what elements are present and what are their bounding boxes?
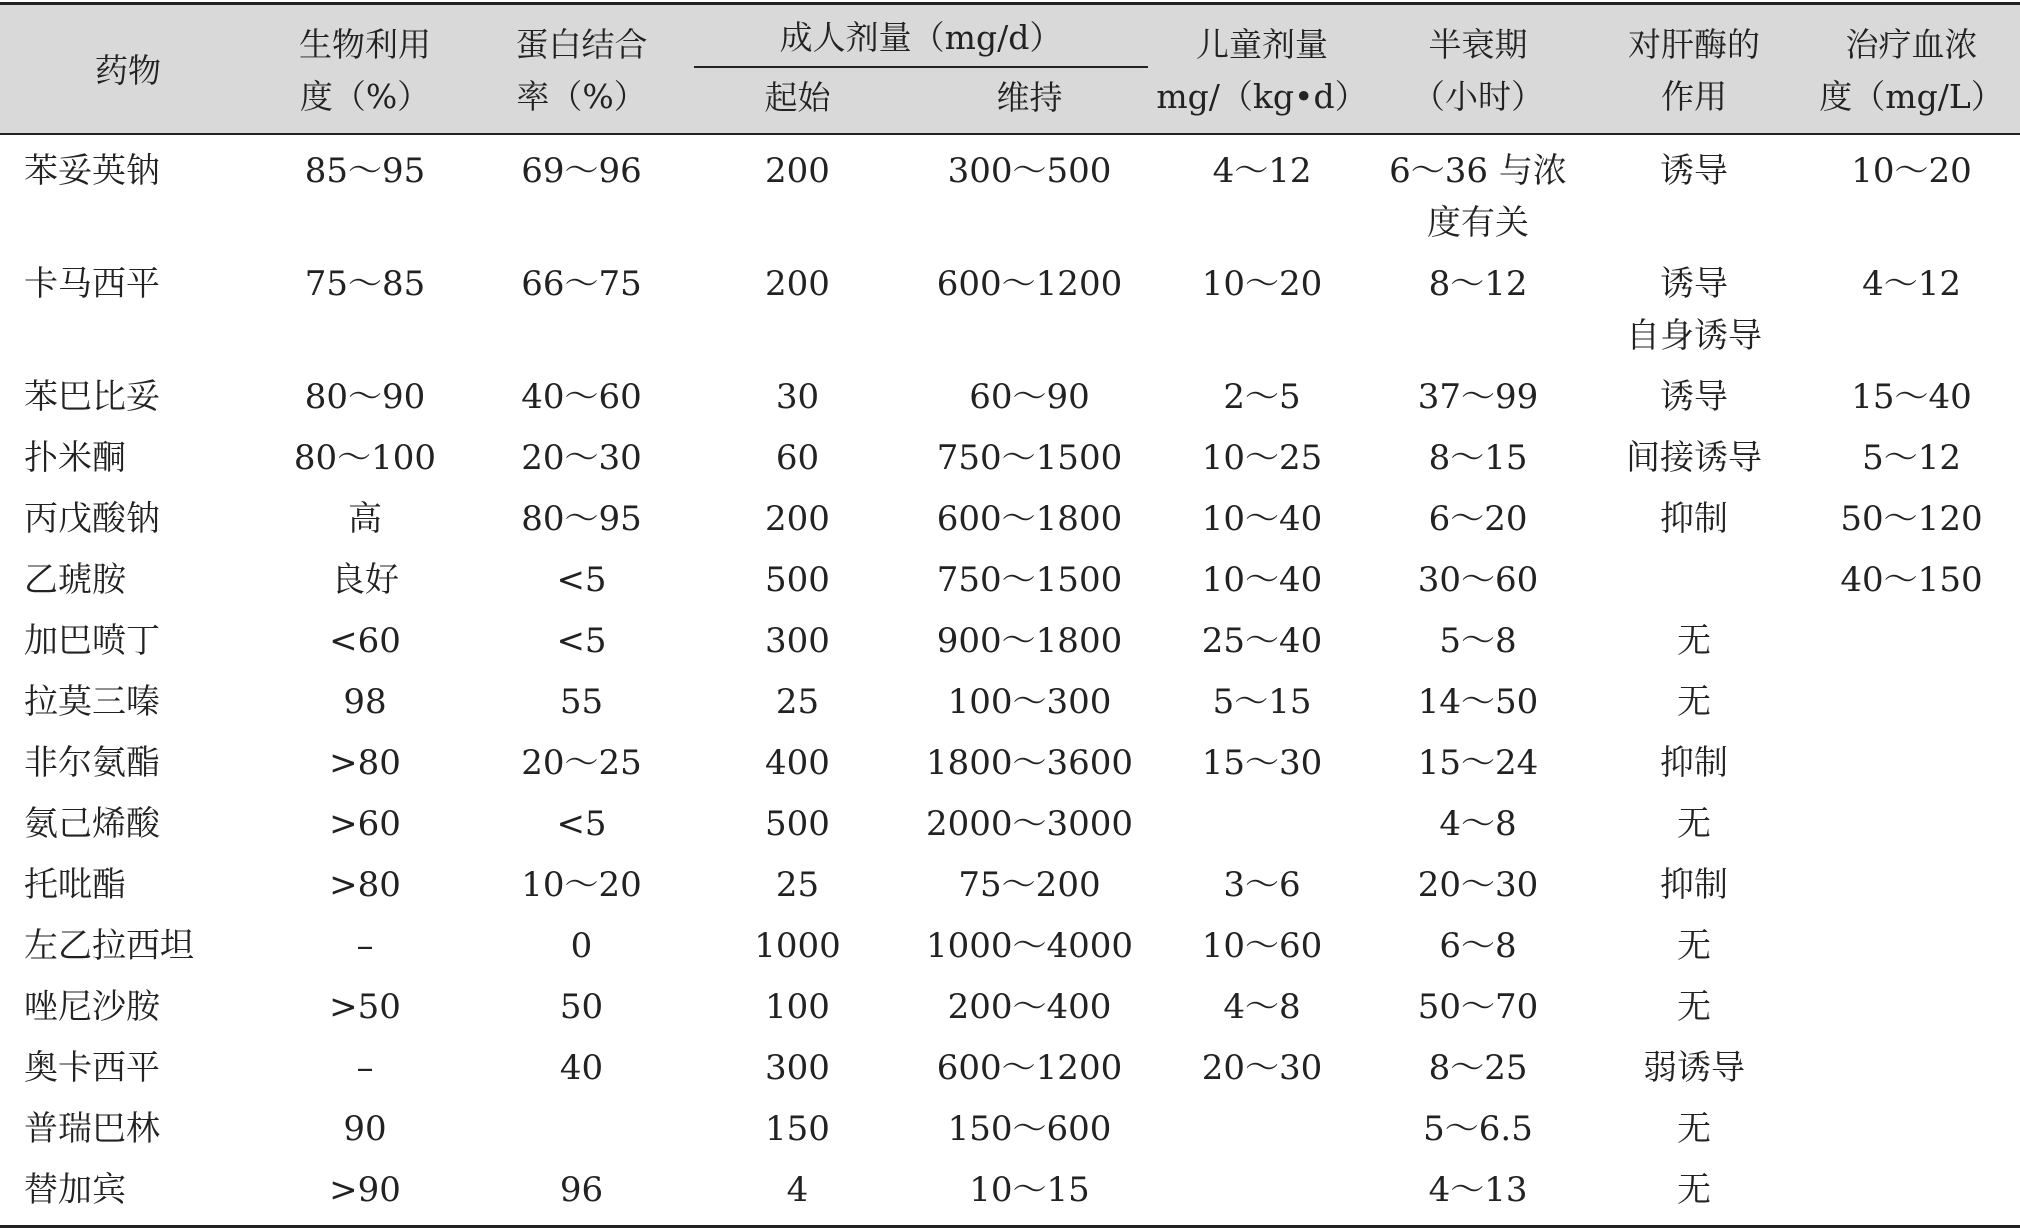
therapeutic-level-cell xyxy=(1803,859,2020,920)
cell-line: 自身诱导 xyxy=(1626,316,1763,356)
therapeutic-level-cell xyxy=(1803,920,2020,981)
header-adult-maintain: 维持 xyxy=(996,78,1063,117)
cell-line: 50～70 xyxy=(1417,987,1539,1027)
liver-enzyme-cell xyxy=(1585,615,1803,676)
bioavailability-cell: 75～85 xyxy=(304,264,426,304)
adult-start-dose-cell: 25 xyxy=(775,682,820,722)
table-row xyxy=(0,1042,2020,1103)
drug-name-cell: 丙戊酸钠 xyxy=(24,499,160,539)
adult-maintain-dose-cell: 1800～3600 xyxy=(925,743,1134,783)
adult-maintain-dose-cell: 600～1200 xyxy=(936,1048,1123,1088)
adult-maintain-dose-cell: 600～1800 xyxy=(936,499,1123,539)
therapeutic-level-cell xyxy=(1803,1164,2020,1227)
header-text: 对肝酶的 xyxy=(1628,25,1761,64)
header-drug: 药物 xyxy=(95,51,161,90)
table-row xyxy=(0,371,2020,432)
cell-line: 抑制 xyxy=(1660,499,1729,539)
adult-maintain-dose-cell: 1000～4000 xyxy=(925,926,1134,966)
child-dose-cell: 3～6 xyxy=(1223,865,1301,905)
child-dose-cell: 20～30 xyxy=(1201,1048,1323,1088)
cell-line: 15～24 xyxy=(1417,743,1539,783)
liver-enzyme-cell xyxy=(1585,371,1803,432)
bioavailability-cell: 98 xyxy=(343,682,387,722)
cell-line: 弱诱导 xyxy=(1643,1048,1746,1088)
protein-binding-cell: 80～95 xyxy=(521,499,642,539)
half-life-cell xyxy=(1371,798,1585,859)
child-dose-cell: 5～15 xyxy=(1212,682,1312,722)
therapeutic-level-cell xyxy=(1803,1042,2020,1103)
adult-maintain-dose-cell: 75～200 xyxy=(958,865,1101,905)
cell-line: 诱导 xyxy=(1660,151,1729,191)
therapeutic-level-cell: 5～12 xyxy=(1862,438,1961,478)
therapeutic-level-cell xyxy=(1803,615,2020,676)
child-dose-cell: 2～5 xyxy=(1223,377,1301,417)
header-text: 成人剂量（mg/d） xyxy=(694,10,1148,68)
adult-maintain-dose-cell: 750～1500 xyxy=(936,560,1123,600)
table-row xyxy=(0,798,2020,859)
adult-start-dose-cell: 4 xyxy=(689,1164,906,1227)
child-dose-cell: 10～20 xyxy=(1201,264,1323,304)
adult-start-dose-cell: 25 xyxy=(775,865,820,905)
adult-start-dose-cell: 100 xyxy=(765,987,830,1027)
table-body xyxy=(0,134,2020,1227)
table-row xyxy=(0,258,2020,371)
half-life-cell xyxy=(1371,981,1585,1042)
therapeutic-level-cell: 4～12 xyxy=(1862,264,1961,304)
protein-binding-cell: 40～60 xyxy=(521,377,642,417)
header-protein-binding xyxy=(474,4,689,135)
adult-start-dose-cell: 200 xyxy=(765,264,830,304)
bioavailability-cell: – xyxy=(356,926,374,966)
child-dose-cell: 15～30 xyxy=(1201,743,1323,783)
bioavailability-cell: 80～90 xyxy=(304,377,426,417)
protein-binding-cell: 66～75 xyxy=(521,264,642,304)
liver-enzyme-cell xyxy=(1585,432,1803,493)
child-dose-cell xyxy=(1153,1103,1371,1164)
half-life-cell xyxy=(1371,1164,1585,1227)
adult-maintain-dose-cell: 150～600 xyxy=(947,1109,1112,1149)
cell-line: 无 xyxy=(1677,804,1712,844)
cell-line: 无 xyxy=(1677,1109,1712,1149)
bioavailability-cell: 高 xyxy=(348,499,382,539)
table-row xyxy=(0,920,2020,981)
half-life-cell xyxy=(1371,920,1585,981)
liver-enzyme-cell xyxy=(1585,1164,1803,1227)
protein-binding-cell: 10～20 xyxy=(521,865,642,905)
protein-binding-cell: 69～96 xyxy=(521,151,642,191)
liver-enzyme-cell xyxy=(1585,554,1803,615)
drug-name-cell: 托吡酯 xyxy=(24,865,126,905)
liver-enzyme-cell xyxy=(1585,859,1803,920)
drug-name-cell: 乙琥胺 xyxy=(24,560,126,600)
half-life-cell xyxy=(1371,615,1585,676)
cell-line: 8～25 xyxy=(1428,1048,1528,1088)
table-row xyxy=(0,493,2020,554)
therapeutic-level-cell: 10～20 xyxy=(1851,151,1972,191)
liver-enzyme-cell xyxy=(1585,1103,1803,1164)
liver-enzyme-cell xyxy=(1585,737,1803,798)
bioavailability-cell: – xyxy=(356,1048,374,1088)
liver-enzyme-cell xyxy=(1585,134,1803,258)
header-text: 蛋白结合 xyxy=(515,25,648,64)
cell-line: 4～13 xyxy=(1428,1170,1528,1210)
half-life-cell xyxy=(1371,859,1585,920)
adult-maintain-dose-cell: 600～1200 xyxy=(936,264,1123,304)
half-life-cell xyxy=(1371,258,1585,371)
half-life-cell xyxy=(1371,493,1585,554)
table-row xyxy=(0,134,2020,258)
header-text: 率（%） xyxy=(516,77,647,116)
half-life-cell xyxy=(1371,134,1585,258)
cell-line: 间接诱导 xyxy=(1626,438,1763,478)
liver-enzyme-cell xyxy=(1585,1042,1803,1103)
adult-maintain-dose-cell: 750～1500 xyxy=(936,438,1123,478)
cell-line: 无 xyxy=(1677,926,1712,966)
adult-start-dose-cell: 300 xyxy=(765,621,830,661)
liver-enzyme-cell xyxy=(1585,981,1803,1042)
cell-line: 无 xyxy=(1677,987,1712,1027)
cell-line: 抑制 xyxy=(1660,743,1729,783)
protein-binding-cell: <5 xyxy=(556,804,607,844)
drug-name-cell: 替加宾 xyxy=(0,1164,256,1227)
therapeutic-level-cell xyxy=(1803,1103,2020,1164)
header-text: mg/（kg•d） xyxy=(1156,77,1368,116)
header-text: 度（%） xyxy=(299,77,431,116)
protein-binding-cell xyxy=(474,1103,689,1164)
table-row xyxy=(0,737,2020,798)
cell-line: 8～12 xyxy=(1428,264,1528,304)
half-life-cell xyxy=(1371,1042,1585,1103)
bioavailability-cell: 90 xyxy=(343,1109,387,1149)
child-dose-cell: 4～12 xyxy=(1212,151,1312,191)
adult-start-dose-cell: 150 xyxy=(765,1109,830,1149)
half-life-cell xyxy=(1371,1103,1585,1164)
table-header xyxy=(0,4,2020,135)
protein-binding-cell: <5 xyxy=(556,560,607,600)
cell-line: 8～15 xyxy=(1428,438,1528,478)
header-adult-dose xyxy=(689,4,1153,70)
adult-maintain-dose-cell: 2000～3000 xyxy=(925,804,1134,844)
cell-line: 4～8 xyxy=(1439,804,1517,844)
cell-line: 抑制 xyxy=(1660,865,1729,905)
child-dose-cell: 25～40 xyxy=(1201,621,1323,661)
child-dose-cell: 10～40 xyxy=(1201,560,1323,600)
cell-line: 37～99 xyxy=(1417,377,1539,417)
drug-name-cell: 拉莫三嗪 xyxy=(24,682,160,722)
table-row xyxy=(0,615,2020,676)
bioavailability-cell: >60 xyxy=(329,804,401,844)
cell-line: 5～6.5 xyxy=(1423,1109,1533,1149)
header-adult-start: 起始 xyxy=(764,78,831,117)
protein-binding-cell: 96 xyxy=(474,1164,689,1227)
bioavailability-cell: <60 xyxy=(329,621,401,661)
therapeutic-level-cell: 40～150 xyxy=(1840,560,1983,600)
adult-maintain-dose-cell: 200～400 xyxy=(947,987,1112,1027)
adult-maintain-dose-cell: 900～1800 xyxy=(936,621,1123,661)
header-therapeutic-level xyxy=(1803,4,2020,135)
drug-name-cell: 奥卡西平 xyxy=(24,1048,160,1088)
therapeutic-level-cell xyxy=(1803,676,2020,737)
half-life-cell xyxy=(1371,554,1585,615)
cell-line: 诱导 xyxy=(1660,264,1729,304)
therapeutic-level-cell xyxy=(1803,737,2020,798)
table-row xyxy=(0,859,2020,920)
drug-name-cell: 唑尼沙胺 xyxy=(24,987,160,1027)
adult-start-dose-cell: 60 xyxy=(775,438,820,478)
cell-line: 无 xyxy=(1677,1170,1712,1210)
half-life-cell xyxy=(1371,371,1585,432)
protein-binding-cell: 20～25 xyxy=(521,743,642,783)
protein-binding-cell: 20～30 xyxy=(521,438,642,478)
child-dose-cell: 10～60 xyxy=(1201,926,1323,966)
protein-binding-cell: 0 xyxy=(570,926,593,966)
header-half-life xyxy=(1371,4,1585,135)
drug-name-cell: 苯巴比妥 xyxy=(24,377,160,417)
liver-enzyme-cell xyxy=(1585,798,1803,859)
child-dose-cell: 4～8 xyxy=(1223,987,1301,1027)
protein-binding-cell: 55 xyxy=(559,682,604,722)
header-text: 生物利用 xyxy=(299,25,431,64)
child-dose-cell xyxy=(1153,798,1371,859)
table-row xyxy=(0,1164,2020,1227)
drug-name-cell: 普瑞巴林 xyxy=(24,1109,160,1149)
cell-line: 14～50 xyxy=(1417,682,1539,722)
bioavailability-cell: >80 xyxy=(329,743,401,783)
drug-name-cell: 非尔氨酯 xyxy=(24,743,160,783)
header-child-dose xyxy=(1153,4,1371,135)
bioavailability-cell: 80～100 xyxy=(293,438,437,478)
liver-enzyme-cell xyxy=(1585,493,1803,554)
bioavailability-cell: >90 xyxy=(256,1164,474,1227)
header-text: 半衰期 xyxy=(1428,25,1528,64)
cell-line: 度有关 xyxy=(1427,203,1530,243)
liver-enzyme-cell xyxy=(1585,676,1803,737)
liver-enzyme-cell xyxy=(1585,920,1803,981)
adult-maintain-dose-cell: 100～300 xyxy=(947,682,1112,722)
bioavailability-cell: >80 xyxy=(329,865,401,905)
therapeutic-level-cell: 15～40 xyxy=(1851,377,1972,417)
cell-line: 无 xyxy=(1677,682,1712,722)
cell-line: 20～30 xyxy=(1417,865,1539,905)
header-text: 治疗血浓 xyxy=(1845,25,1978,64)
header-bioavailability xyxy=(256,4,474,135)
bioavailability-cell: 85～95 xyxy=(304,151,426,191)
half-life-cell xyxy=(1371,676,1585,737)
antiepileptic-drug-table xyxy=(0,2,2020,1228)
drug-name-cell: 扑米酮 xyxy=(24,438,126,478)
drug-name-cell: 氨己烯酸 xyxy=(24,804,160,844)
table-row xyxy=(0,981,2020,1042)
bioavailability-cell: 良好 xyxy=(331,560,399,600)
adult-maintain-dose-cell: 10～15 xyxy=(906,1164,1153,1227)
drug-name-cell: 苯妥英钠 xyxy=(24,151,160,191)
bioavailability-cell: >50 xyxy=(329,987,401,1027)
table-row xyxy=(0,1103,2020,1164)
cell-line: 5～8 xyxy=(1439,621,1517,661)
adult-start-dose-cell: 200 xyxy=(765,499,830,539)
adult-start-dose-cell: 1000 xyxy=(754,926,841,966)
drug-name-cell: 左乙拉西坦 xyxy=(24,926,194,966)
header-text: 儿童剂量 xyxy=(1196,25,1329,64)
header-text: 度（mg/L） xyxy=(1819,77,2004,116)
table-row xyxy=(0,676,2020,737)
adult-maintain-dose-cell: 300～500 xyxy=(947,151,1112,191)
therapeutic-level-cell xyxy=(1803,981,2020,1042)
half-life-cell xyxy=(1371,432,1585,493)
cell-line: 6～8 xyxy=(1439,926,1517,966)
adult-start-dose-cell: 300 xyxy=(765,1048,830,1088)
drug-name-cell: 卡马西平 xyxy=(24,264,160,304)
cell-line: 诱导 xyxy=(1660,377,1729,417)
cell-line: 6～20 xyxy=(1428,499,1528,539)
adult-start-dose-cell: 200 xyxy=(765,151,830,191)
adult-maintain-dose-cell: 60～90 xyxy=(969,377,1090,417)
child-dose-cell xyxy=(1153,1164,1371,1227)
header-liver-enzyme xyxy=(1585,4,1803,135)
table-row xyxy=(0,432,2020,493)
adult-start-dose-cell: 400 xyxy=(765,743,830,783)
protein-binding-cell: 40 xyxy=(559,1048,604,1088)
therapeutic-level-cell: 50～120 xyxy=(1840,499,1983,539)
half-life-cell xyxy=(1371,737,1585,798)
table-row xyxy=(0,554,2020,615)
protein-binding-cell: <5 xyxy=(556,621,607,661)
protein-binding-cell: 50 xyxy=(559,987,604,1027)
therapeutic-level-cell xyxy=(1803,798,2020,859)
adult-start-dose-cell: 500 xyxy=(765,804,830,844)
cell-line: 30～60 xyxy=(1417,560,1539,600)
header-text: 作用 xyxy=(1661,77,1728,116)
cell-line: 6～36 与浓 xyxy=(1389,151,1567,191)
child-dose-cell: 10～25 xyxy=(1201,438,1323,478)
adult-start-dose-cell: 30 xyxy=(775,377,820,417)
cell-line: 无 xyxy=(1677,621,1712,661)
adult-start-dose-cell: 500 xyxy=(765,560,830,600)
liver-enzyme-cell xyxy=(1585,258,1803,371)
child-dose-cell: 10～40 xyxy=(1201,499,1323,539)
drug-name-cell: 加巴喷丁 xyxy=(24,621,160,661)
header-text: （小时） xyxy=(1412,77,1545,116)
